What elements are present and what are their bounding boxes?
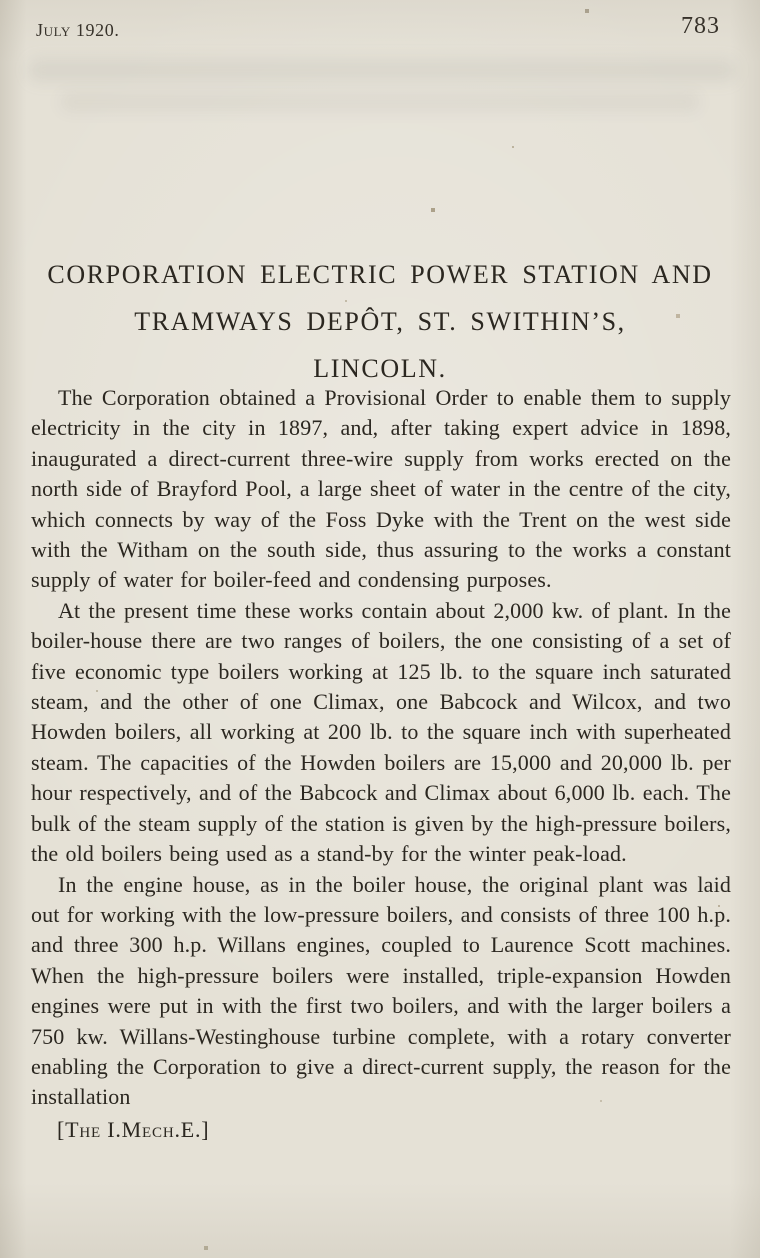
article-title-line-3: LINCOLN. (313, 354, 447, 383)
page-bleedthrough-band (28, 58, 736, 82)
paper-speckles (0, 0, 2, 2)
paragraph: In the engine house, as in the boiler house, the original plant was laid out for working with the low-pressure boilers, and consists of three 100 h.p. and three 300 h.p. Willans engines, coupled to Laurence Scott machines. When the high-pressure boilers were installed, triple-expansion Howden engines were put in with the first two boilers, and with the larger boilers a 750 kw. Willans-Westinghouse turbine complete, with a rotary converter enabling the Corporation to give a direct-current supply, the reason for the installation (31, 871, 731, 1110)
paragraph: The Corporation obtained a Provisional Order to enable them to supply electricity in the city in 1897, and, after taking expert advice in 1898, inaugurated a direct-current three-wire supply from works erected on the north side of Brayford Pool, a large sheet of water in the centre of the city, which connects by way of the Foss Dyke with the Trent on the west side with the Witham on the south side, thus assuring to the works a constant supply of water for boiler-feed and condensing purposes. (31, 385, 731, 593)
publication-signature: [The I.Mech.E.] (57, 1116, 210, 1142)
paragraph: At the present time these works contain about 2,000 kw. of plant. In the boiler-house there are two ranges of boilers, the one consisting of a set of five economic type boilers working at 125 lb. to the square inch saturated steam, and the other of one Climax, one Babcock and Wilcox, and two Howden boilers, all working at 200 lb. to the square inch with superheated steam. The capacities of the Howden boilers are 15,000 and 20,000 lb. per hour respectively, and of the Babcock and Climax about 6,000 lb. each. The bulk of the steam supply of the station is given by the high-pressure boilers, the old boilers being used as a stand-by for the winter peak-load. (31, 597, 731, 867)
article-title (40, 251, 720, 392)
paragraph-container (31, 383, 731, 1113)
article-body (31, 383, 731, 1143)
page-bleedthrough-band (60, 92, 700, 112)
running-head-date: July 1920. (36, 20, 120, 40)
page-number: 783 (681, 13, 720, 39)
article-title-line-1: CORPORATION ELECTRIC POWER STATION AND (47, 260, 713, 289)
article-title-line-2: TRAMWAYS DEPÔT, ST. SWITHIN’S, (134, 307, 626, 336)
